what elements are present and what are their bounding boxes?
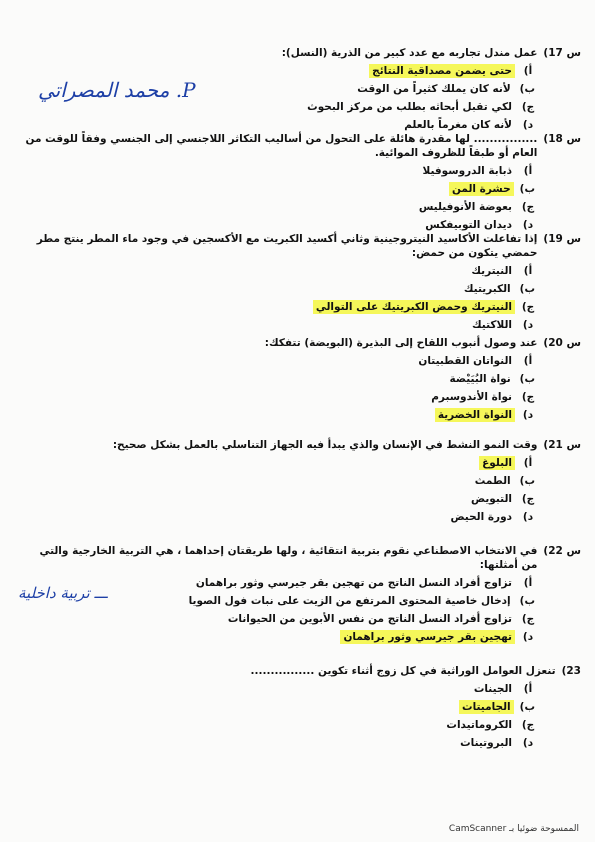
option-d: د) اللاكتيك bbox=[21, 318, 535, 332]
option-a: أ) النواتان القطبيتان bbox=[21, 354, 535, 368]
option-text: ذبابة الدروسوفيلا bbox=[422, 165, 512, 177]
option-a: أ) حتى يضمن مصداقية النتائج bbox=[21, 64, 535, 78]
option-text-highlighted: تهجين بقر جيرسي وثور براهمان bbox=[340, 630, 515, 644]
option-text: اللاكتيك bbox=[472, 319, 512, 331]
question-text: ................ لها مقدرة هائلة على التحول من أساليب التكاثر اللاجنسي إلى الجنسي وفقاً للوقت من العام أو طبقاً للظروف الموائية. bbox=[25, 133, 538, 159]
option-text: النواتان القطبيتان bbox=[418, 355, 512, 367]
question-23 bbox=[21, 664, 581, 754]
option-a: أ) ذبابة الدروسوفيلا bbox=[21, 164, 535, 178]
question-number: س 21) bbox=[543, 439, 581, 451]
question-text: في الانتخاب الاصطناعي نقوم بتربية انتقائية ، ولها طريقتان إحداهما ، هي التربية الخارجية والتي من أمثلتها: bbox=[39, 545, 538, 571]
option-text-highlighted: النيتريك وحمض الكبريتيك على التوالي bbox=[313, 300, 515, 314]
option-a: أ) الجينات bbox=[21, 682, 535, 696]
question-text: إذا تفاعلت الأكاسيد النيتروجينية وثاني أكسيد الكبريت مع الأكسجين في وجود ماء المطر ينتج مطر حمضي يتكون من حمض: bbox=[36, 233, 538, 259]
question-20 bbox=[21, 336, 581, 426]
option-c: ج) الكروماتيدات bbox=[21, 718, 535, 732]
option-text: الجينات bbox=[473, 683, 512, 695]
question-text: تنعزل العوامل الوراثية في كل زوج أثناء تكوين ................ bbox=[250, 665, 556, 677]
option-b: ب) لأنه كان يملك كثيراً من الوقت bbox=[21, 82, 535, 96]
option-c: ج) النيتريك وحمض الكبريتيك على التوالي bbox=[21, 300, 535, 314]
question-21 bbox=[21, 438, 581, 528]
question-text: وقت النمو النشط في الإنسان والذي يبدأ فيه الجهاز التناسلي بالعمل بشكل صحيح: bbox=[112, 439, 538, 451]
question-number: 23) bbox=[561, 665, 581, 677]
option-text-highlighted: الجاميتات bbox=[459, 700, 514, 714]
question-number: س 17) bbox=[543, 47, 581, 59]
option-c: ج) تزاوج أفراد النسل الناتج من نفس الأبوين من الحيوانات bbox=[21, 612, 535, 626]
option-text: الطمث bbox=[474, 475, 511, 487]
option-text: تزاوج أفراد النسل الناتج من تهجين بقر جيرسي وثور براهمان bbox=[195, 577, 512, 589]
option-text-highlighted: حتى يضمن مصداقية النتائج bbox=[369, 64, 515, 78]
option-a: أ) النيتريك bbox=[21, 264, 535, 278]
option-d: د) دورة الحيض bbox=[21, 510, 535, 524]
question-number: س 20) bbox=[543, 337, 581, 349]
option-text: إدخال خاصية المحتوى المرتفع من الزيت على نبات فول الصويا bbox=[188, 595, 511, 607]
option-text: البروتينات bbox=[460, 737, 512, 749]
option-text: نواة الأندوسبرم bbox=[431, 391, 512, 403]
option-d: د) تهجين بقر جيرسي وثور براهمان bbox=[21, 630, 535, 644]
option-text: لأنه كان يملك كثيراً من الوقت bbox=[357, 83, 511, 95]
option-d: د) لأنه كان مغرماً بالعلم bbox=[21, 118, 535, 132]
question-text: عمل مندل تجاربه مع عدد كبير من الذرية (النسل): bbox=[281, 47, 538, 59]
option-text: الكبريتيك bbox=[463, 283, 511, 295]
option-d: د) البروتينات bbox=[21, 736, 535, 750]
option-text: لكي تقبل أبحاثه بطلب من مركز البحوث bbox=[307, 101, 512, 113]
option-text: دورة الحيض bbox=[450, 511, 512, 523]
question-18 bbox=[21, 132, 581, 236]
option-text: لأنه كان مغرماً بالعلم bbox=[404, 119, 512, 131]
option-text: التبويض bbox=[471, 493, 512, 505]
handwritten-note: ـــ تربية داخلية bbox=[18, 584, 108, 602]
option-b: ب) الجاميتات bbox=[21, 700, 535, 714]
handwritten-signature: P. محمد المصراتي bbox=[38, 78, 196, 102]
option-c: ج) لكي تقبل أبحاثه بطلب من مركز البحوث bbox=[21, 100, 535, 114]
scanner-footer: الممسوحة ضوئيا بـ CamScanner bbox=[448, 824, 579, 834]
question-number: س 18) bbox=[543, 133, 581, 145]
option-c: ج) بعوضة الأنوفيليس bbox=[21, 200, 535, 214]
option-text: الكروماتيدات bbox=[446, 719, 512, 731]
option-text-highlighted: حشرة المن bbox=[449, 182, 514, 196]
option-d: د) النواة الخضرية bbox=[21, 408, 535, 422]
option-b: ب) الكبريتيك bbox=[21, 282, 535, 296]
question-number: س 19) bbox=[543, 233, 581, 245]
option-c: ج) التبويض bbox=[21, 492, 535, 506]
option-text: تزاوج أفراد النسل الناتج من نفس الأبوين من الحيوانات bbox=[227, 613, 512, 625]
option-b: ب) حشرة المن bbox=[21, 182, 535, 196]
option-b: ب) إدخال خاصية المحتوى المرتفع من الزيت على نبات فول الصويا bbox=[21, 594, 535, 608]
option-b: ب) الطمث bbox=[21, 474, 535, 488]
option-text: ديدان التوبيفكس bbox=[425, 219, 512, 231]
question-19 bbox=[21, 232, 581, 336]
option-text: بعوضة الأنوفيليس bbox=[418, 201, 512, 213]
option-a: أ) البلوغ bbox=[21, 456, 535, 470]
option-c: ج) نواة الأندوسبرم bbox=[21, 390, 535, 404]
question-text: عند وصول أنبوب اللقاح إلى البذيرة (البويضة) تتفكك: bbox=[264, 337, 538, 349]
option-text-highlighted: البلوغ bbox=[479, 456, 515, 470]
option-text: نواة البُيَيْضة bbox=[449, 373, 511, 385]
option-b: ب) نواة البُيَيْضة bbox=[21, 372, 535, 386]
option-text: النيتريك bbox=[471, 265, 512, 277]
option-a: أ) تزاوج أفراد النسل الناتج من تهجين بقر جيرسي وثور براهمان bbox=[21, 576, 535, 590]
option-d: د) ديدان التوبيفكس bbox=[21, 218, 535, 232]
option-text-highlighted: النواة الخضرية bbox=[435, 408, 515, 422]
question-number: س 22) bbox=[543, 545, 581, 557]
